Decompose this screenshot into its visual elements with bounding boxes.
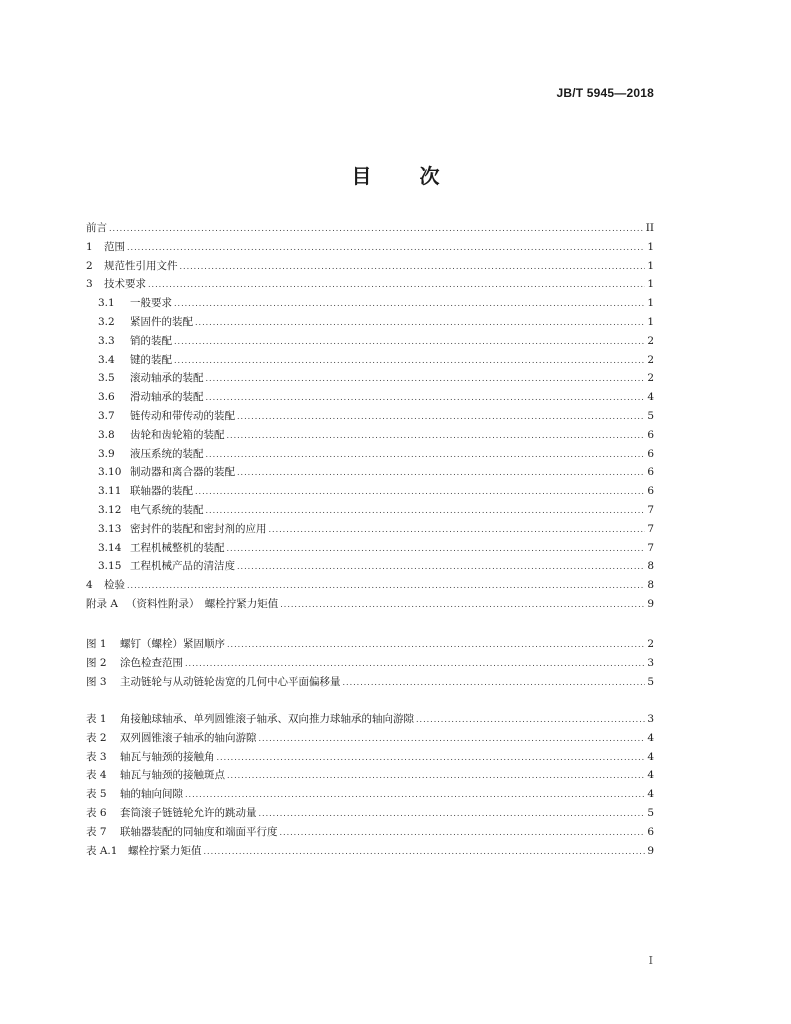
entry-title: 销的装配 <box>130 334 172 347</box>
leader-dots <box>237 412 645 422</box>
entry-number: 3.8 <box>98 428 115 441</box>
toc-entry[interactable] <box>86 540 654 554</box>
leader-dots <box>174 356 645 366</box>
leader-dots <box>206 393 646 403</box>
toc-entry[interactable] <box>86 408 654 422</box>
leader-dots <box>127 243 645 253</box>
toc-entry[interactable] <box>86 314 654 328</box>
entry-page: 6 <box>647 825 654 838</box>
leader-dots <box>280 600 645 610</box>
entry-title: 轴瓦与轴颈的接触角 <box>120 750 215 763</box>
leader-dots <box>280 828 646 838</box>
entry-number: 3.6 <box>98 391 115 404</box>
entry-title: 工程机械整机的装配 <box>130 541 225 554</box>
entry-title: 双列圆锥滚子轴承的轴向游隙 <box>120 731 257 744</box>
entry-page: 5 <box>647 410 654 422</box>
entry-number: 附录 A <box>86 598 118 610</box>
entry-title: 工程机械产品的清洁度 <box>130 560 235 573</box>
toc-entry[interactable] <box>86 239 654 253</box>
toc-entry[interactable] <box>86 502 654 516</box>
leader-dots <box>416 715 645 725</box>
entry-page: 7 <box>647 522 654 535</box>
leader-dots <box>195 487 645 497</box>
entry-number: 3.11 <box>98 485 122 498</box>
entry-page: II <box>645 222 654 234</box>
entry-page: 1 <box>647 316 654 328</box>
leader-dots <box>185 790 645 800</box>
entry-number: 3.15 <box>98 560 122 573</box>
toc-entry[interactable] <box>86 427 654 441</box>
leader-dots <box>227 771 645 781</box>
entry-page: 4 <box>647 750 654 763</box>
toc-entry[interactable] <box>86 521 654 535</box>
leader-dots <box>217 753 646 763</box>
table-entry[interactable] <box>86 824 654 838</box>
leader-dots <box>109 224 644 234</box>
entry-title: 套筒滚子链链轮允许的跳动量 <box>120 807 257 819</box>
entry-title: 液压系统的装配 <box>130 447 204 460</box>
table-entry[interactable] <box>86 730 654 744</box>
entry-title: 电气系统的装配 <box>130 504 204 516</box>
entry-number: 3.5 <box>98 372 115 385</box>
figure-entry[interactable] <box>86 655 654 669</box>
entry-page: 8 <box>647 560 654 573</box>
toc-entry[interactable] <box>86 464 654 478</box>
standard-code: JB/T 5945—2018 <box>556 86 654 100</box>
entry-page: 1 <box>647 297 654 310</box>
leader-dots <box>180 262 646 272</box>
leader-dots <box>227 431 646 441</box>
leader-dots <box>343 678 646 688</box>
entry-number: 3.9 <box>98 447 115 460</box>
leader-dots <box>174 337 645 347</box>
entry-page: 4 <box>647 731 654 744</box>
table-entry[interactable] <box>86 767 654 781</box>
entry-page: 2 <box>647 372 654 385</box>
entry-page: 1 <box>647 278 654 291</box>
leader-dots <box>204 847 646 857</box>
toc-entry[interactable] <box>86 389 654 403</box>
toc-entry[interactable] <box>86 596 654 610</box>
entry-title: 联轴器装配的同轴度和端面平行度 <box>120 825 278 838</box>
entry-number: 表 5 <box>86 788 107 801</box>
entry-number: 表 2 <box>86 731 107 744</box>
table-entry[interactable] <box>86 805 654 819</box>
entry-page: 2 <box>647 638 654 650</box>
entry-title: 规范性引用文件 <box>104 259 178 272</box>
leader-dots <box>269 525 646 535</box>
leader-dots <box>174 299 645 309</box>
entry-number: 3.1 <box>98 297 115 310</box>
entry-title: 密封件的装配和密封剂的应用 <box>130 522 267 535</box>
entry-page: 7 <box>647 504 654 516</box>
entry-page: 6 <box>647 466 654 479</box>
entry-number: 表 A.1 <box>86 844 118 857</box>
entry-page: 3 <box>647 713 654 725</box>
toc-entry[interactable] <box>86 295 654 309</box>
entry-title: 一般要求 <box>130 297 172 310</box>
entry-title: 主动链轮与从动链轮齿宽的几何中心平面偏移量 <box>120 675 341 688</box>
entry-number: 3.3 <box>98 334 115 347</box>
table-entry[interactable] <box>86 749 654 763</box>
figure-entry[interactable] <box>86 636 654 650</box>
entry-page: 5 <box>647 807 654 819</box>
entry-title: 齿轮和齿轮箱的装配 <box>130 428 225 441</box>
page-title-char-1: 目 <box>351 164 372 188</box>
leader-dots <box>195 318 645 328</box>
entry-page: 1 <box>647 259 654 272</box>
entry-number: 1 <box>86 240 93 253</box>
entry-page: 9 <box>647 844 654 857</box>
page-number: I <box>648 954 653 967</box>
entry-page: 4 <box>647 769 654 782</box>
entry-number: 2 <box>86 259 93 272</box>
entry-number: 图 2 <box>86 656 107 669</box>
entry-page: 6 <box>647 428 654 441</box>
toc-entry[interactable] <box>86 483 654 497</box>
entry-number: 3.12 <box>98 504 122 516</box>
entry-number: 3.13 <box>98 522 122 535</box>
table-entry[interactable] <box>86 843 654 857</box>
toc-entry[interactable] <box>86 370 654 384</box>
entry-title: 紧固件的装配 <box>130 316 193 328</box>
entry-number: 表 6 <box>86 807 107 819</box>
entry-page: 2 <box>647 334 654 347</box>
toc-entry[interactable] <box>86 220 654 234</box>
entry-title: 轴瓦与轴颈的接触斑点 <box>120 769 225 782</box>
leader-dots <box>237 468 645 478</box>
entry-number: 3.14 <box>98 541 122 554</box>
table-entry[interactable] <box>86 711 654 725</box>
entry-page: 1 <box>647 240 654 253</box>
entry-title: 螺钉（螺栓）紧固顺序 <box>120 638 225 650</box>
entry-number: 图 1 <box>86 638 107 650</box>
page-title <box>0 160 791 189</box>
entry-page: 6 <box>647 485 654 498</box>
leader-dots <box>259 734 646 744</box>
table-entry[interactable] <box>86 786 654 800</box>
leader-dots <box>227 640 645 650</box>
entry-number: 图 3 <box>86 675 107 688</box>
leader-dots <box>127 581 645 591</box>
entry-title: 检验 <box>104 579 125 592</box>
entry-number: 表 7 <box>86 825 107 838</box>
leader-dots <box>148 280 645 290</box>
toc-entry[interactable] <box>86 258 654 272</box>
leader-dots <box>259 809 646 819</box>
leader-dots <box>237 562 645 572</box>
entry-page: 2 <box>647 353 654 366</box>
toc-entry[interactable] <box>86 333 654 347</box>
entry-title: 滚动轴承的装配 <box>130 372 204 385</box>
entry-page: 3 <box>647 656 654 669</box>
entry-number: 表 3 <box>86 750 107 763</box>
page-title-char-2: 次 <box>419 164 440 188</box>
entry-number: 3 <box>86 278 93 291</box>
leader-dots <box>185 659 645 669</box>
entry-number: 表 4 <box>86 769 107 782</box>
entry-number: 3.10 <box>98 466 122 479</box>
entry-title: （资料性附录） 螺栓拧紧力矩值 <box>126 598 279 610</box>
entry-title: 联轴器的装配 <box>130 485 193 498</box>
leader-dots <box>227 544 646 554</box>
entry-number: 3.4 <box>98 353 115 366</box>
entry-page: 8 <box>647 579 654 592</box>
entry-title: 螺栓拧紧力矩值 <box>128 844 202 857</box>
entry-page: 7 <box>647 541 654 554</box>
toc-entry[interactable] <box>86 276 654 290</box>
entry-number: 3.7 <box>98 410 115 422</box>
entry-title: 键的装配 <box>130 353 172 366</box>
entry-number: 3.2 <box>98 316 115 328</box>
toc-entry[interactable] <box>86 577 654 591</box>
entry-page: 4 <box>647 391 654 404</box>
toc-entry[interactable] <box>86 352 654 366</box>
entry-title: 制动器和离合器的装配 <box>130 466 235 479</box>
toc-entry[interactable] <box>86 558 654 572</box>
entry-title: 前言 <box>86 222 107 234</box>
entry-number: 4 <box>86 579 93 592</box>
entry-page: 5 <box>647 675 654 688</box>
entry-page: 9 <box>647 598 654 610</box>
toc-entry[interactable] <box>86 446 654 460</box>
entry-title: 范围 <box>104 240 125 253</box>
entry-page: 6 <box>647 447 654 460</box>
entry-page: 4 <box>647 788 654 801</box>
entry-title: 角接触球轴承、单列圆锥滚子轴承、双向推力球轴承的轴向游隙 <box>120 713 414 725</box>
figure-entry[interactable] <box>86 674 654 688</box>
leader-dots <box>206 374 646 384</box>
entry-title: 滑动轴承的装配 <box>130 391 204 404</box>
leader-dots <box>206 506 646 516</box>
entry-number: 表 1 <box>86 713 107 725</box>
entry-title: 轴的轴向间隙 <box>120 788 183 801</box>
entry-title: 涂色检查范围 <box>120 656 183 669</box>
entry-title: 链传动和带传动的装配 <box>130 410 235 422</box>
entry-title: 技术要求 <box>104 278 146 291</box>
leader-dots <box>206 450 646 460</box>
